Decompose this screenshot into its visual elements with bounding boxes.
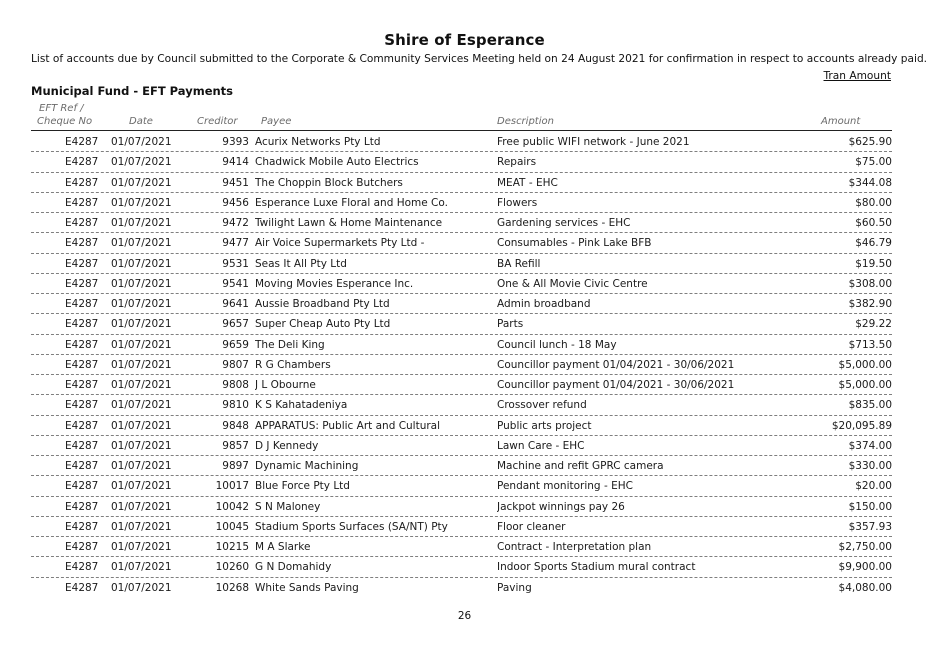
payee-cell: Seas It All Pty Ltd [255,257,347,270]
creditor-cell: 9472 [222,217,249,229]
amount-cell: $9,900.00 [838,561,892,574]
eft-ref-cell: E4287 [65,257,99,270]
payee-cell: Super Cheap Auto Pty Ltd [255,318,391,331]
amount-cell: $835.00 [848,399,892,412]
date-cell: 01/07/2021 [111,176,172,189]
description-cell: Flowers [497,196,538,209]
eft-ref-cell: E4287 [65,419,99,432]
table-row [31,557,892,577]
amount-cell: $29.22 [855,318,892,331]
amount-cell: $80.00 [855,196,892,209]
table-row [31,335,892,355]
eft-ref-cell: E4287 [65,399,99,412]
header-amount: Amount [821,116,861,127]
creditor-cell: 10017 [215,480,249,493]
creditor-cell: 9414 [222,156,249,169]
description-cell: Crossover refund [497,399,587,412]
eft-ref-cell: E4287 [65,460,99,472]
table-row [31,416,892,436]
creditor-cell: 9641 [222,298,249,310]
table-row [31,355,892,375]
table-row [31,456,892,476]
table-row [31,537,892,557]
amount-cell: $75.00 [855,156,892,169]
creditor-cell: 10045 [215,520,249,533]
payee-cell: D J Kennedy [255,439,319,452]
header-rule [31,130,892,131]
payee-cell: Esperance Luxe Floral and Home Co. [255,196,448,209]
creditor-cell: 9857 [222,439,249,452]
eft-ref-cell: E4287 [65,520,99,533]
table-row [31,173,892,193]
creditor-cell: 9848 [222,419,249,432]
eft-ref-cell: E4287 [65,541,99,553]
payee-cell: Chadwick Mobile Auto Electrics [255,156,419,169]
date-cell: 01/07/2021 [111,460,172,472]
eft-ref-cell: E4287 [65,500,99,513]
amount-cell: $625.90 [848,136,892,148]
payee-cell: APPARATUS: Public Art and Cultural [255,419,441,432]
table-row [31,517,892,537]
header-description: Description [497,116,554,127]
payee-cell: S N Maloney [255,500,321,513]
payee-cell: Moving Movies Esperance Inc. [255,277,414,290]
eft-ref-cell: E4287 [65,237,99,250]
payee-cell: Air Voice Supermarkets Pty Ltd - [255,237,425,250]
date-cell: 01/07/2021 [111,196,172,209]
creditor-cell: 9451 [222,176,249,189]
eft-ref-cell: E4287 [65,277,99,290]
amount-cell: $308.00 [848,277,892,290]
eft-ref-cell: E4287 [65,176,99,189]
description-cell: Indoor Sports Stadium mural contract [497,561,696,574]
eft-ref-cell: E4287 [65,480,99,493]
creditor-cell: 9477 [222,237,249,250]
description-cell: Jackpot winnings pay 26 [497,500,625,513]
amount-cell: $382.90 [848,298,892,310]
table-row [31,274,892,294]
date-cell: 01/07/2021 [111,520,172,533]
amount-cell: $374.00 [848,439,892,452]
date-cell: 01/07/2021 [111,358,172,371]
eft-ref-cell: E4287 [65,217,99,229]
page-number: 26 [457,610,472,622]
table-row [31,213,892,233]
description-cell: Paving [497,581,532,594]
table-row [31,233,892,253]
description-cell: Free public WIFI network - June 2021 [497,136,690,148]
creditor-cell: 10215 [215,541,249,553]
date-cell: 01/07/2021 [111,338,172,351]
header-ref-line2: Cheque No [37,116,93,127]
eft-ref-cell: E4287 [65,298,99,310]
date-cell: 01/07/2021 [111,541,172,553]
amount-cell: $5,000.00 [838,379,892,391]
eft-ref-cell: E4287 [65,318,99,331]
date-cell: 01/07/2021 [111,277,172,290]
description-cell: Repairs [497,156,537,169]
table-row [31,436,892,456]
date-cell: 01/07/2021 [111,156,172,169]
description-cell: Consumables - Pink Lake BFB [497,237,652,250]
amount-cell: $60.50 [855,217,892,229]
header-payee: Payee [261,116,292,127]
payee-cell: Dynamic Machining [255,460,359,472]
date-cell: 01/07/2021 [111,581,172,594]
amount-cell: $713.50 [848,338,892,351]
eft-ref-cell: E4287 [65,379,99,391]
payee-cell: Aussie Broadband Pty Ltd [255,298,390,310]
table-row [31,395,892,415]
payee-cell: The Choppin Block Butchers [255,176,403,189]
amount-cell: $4,080.00 [838,581,892,594]
table-row [31,578,892,598]
payee-cell: The Deli King [255,338,325,351]
description-cell: Councillor payment 01/04/2021 - 30/06/2021 [497,358,735,371]
section-title: Municipal Fund - EFT Payments [31,84,234,98]
description-cell: Gardening services - EHC [497,217,631,229]
creditor-cell: 9531 [222,257,249,270]
creditor-cell: 9897 [222,460,249,472]
table-row [31,254,892,274]
tran-amount-label: Tran Amount [823,70,891,82]
eft-ref-cell: E4287 [65,156,99,169]
creditor-cell: 9810 [222,399,249,412]
header-ref-line1: EFT Ref / [39,103,84,114]
eft-ref-cell: E4287 [65,136,99,148]
header-creditor: Creditor [197,116,238,127]
date-cell: 01/07/2021 [111,399,172,412]
date-cell: 01/07/2021 [111,136,172,148]
date-cell: 01/07/2021 [111,480,172,493]
eft-ref-cell: E4287 [65,358,99,371]
eft-ref-cell: E4287 [65,581,99,594]
date-cell: 01/07/2021 [111,237,172,250]
description-cell: Public arts project [497,419,592,432]
payee-cell: R G Chambers [255,358,331,371]
description-cell: Machine and refit GPRC camera [497,460,664,472]
table-row [31,193,892,213]
payments-table [31,132,892,598]
amount-cell: $20,095.89 [831,419,892,432]
description-cell: Floor cleaner [497,520,566,533]
date-cell: 01/07/2021 [111,379,172,391]
date-cell: 01/07/2021 [111,439,172,452]
creditor-cell: 9393 [222,136,249,148]
amount-cell: $2,750.00 [838,541,892,553]
payee-cell: White Sands Paving [255,581,359,594]
document-title: Shire of Esperance [384,31,545,49]
description-cell: Lawn Care - EHC [497,439,585,452]
header-date: Date [129,116,153,127]
table-row [31,294,892,314]
creditor-cell: 10042 [215,500,249,513]
amount-cell: $20.00 [855,480,892,493]
date-cell: 01/07/2021 [111,298,172,310]
table-row [31,476,892,496]
date-cell: 01/07/2021 [111,318,172,331]
amount-cell: $330.00 [848,460,892,472]
description-cell: Contract - Interpretation plan [497,541,652,553]
amount-cell: $150.00 [848,500,892,513]
payee-cell: Stadium Sports Surfaces (SA/NT) Pty [255,520,448,533]
amount-cell: $344.08 [848,176,892,189]
eft-ref-cell: E4287 [65,561,99,574]
payee-cell: Twilight Lawn & Home Maintenance [255,217,443,229]
eft-ref-cell: E4287 [65,338,99,351]
amount-cell: $357.93 [848,520,892,533]
payee-cell: J L Obourne [255,379,316,391]
payee-cell: M A Slarke [255,541,311,553]
date-cell: 01/07/2021 [111,500,172,513]
date-cell: 01/07/2021 [111,257,172,270]
creditor-cell: 9659 [222,338,249,351]
creditor-cell: 10268 [215,581,249,594]
description-cell: Parts [497,318,524,331]
creditor-cell: 10260 [215,561,249,574]
date-cell: 01/07/2021 [111,419,172,432]
document-subtitle: List of accounts due by Council submitted to the Corporate & Community Services Meeting held on 24 August 2021 for confirmation in respect to accounts already paid. [31,53,928,65]
creditor-cell: 9808 [222,379,249,391]
description-cell: Councillor payment 01/04/2021 - 30/06/2021 [497,379,735,391]
date-cell: 01/07/2021 [111,561,172,574]
description-cell: Council lunch - 18 May [497,338,617,351]
payee-cell: G N Domahidy [255,561,332,574]
creditor-cell: 9657 [222,318,249,331]
description-cell: Admin broadband [497,298,591,310]
payee-cell: Blue Force Pty Ltd [255,480,350,493]
description-cell: BA Refill [497,257,541,270]
table-row [31,152,892,172]
payee-cell: K S Kahatadeniya [255,399,348,412]
eft-ref-cell: E4287 [65,196,99,209]
eft-ref-cell: E4287 [65,439,99,452]
amount-cell: $5,000.00 [838,358,892,371]
description-cell: Pendant monitoring - EHC [497,480,633,493]
table-header [31,102,892,132]
date-cell: 01/07/2021 [111,217,172,229]
table-row [31,497,892,517]
description-cell: MEAT - EHC [497,176,558,189]
amount-cell: $46.79 [855,237,892,250]
table-row [31,375,892,395]
creditor-cell: 9541 [222,277,249,290]
table-row [31,314,892,334]
amount-cell: $19.50 [855,257,892,270]
description-cell: One & All Movie Civic Centre [497,277,648,290]
table-row [31,132,892,152]
creditor-cell: 9807 [222,358,249,371]
creditor-cell: 9456 [222,196,249,209]
payee-cell: Acurix Networks Pty Ltd [255,136,381,148]
